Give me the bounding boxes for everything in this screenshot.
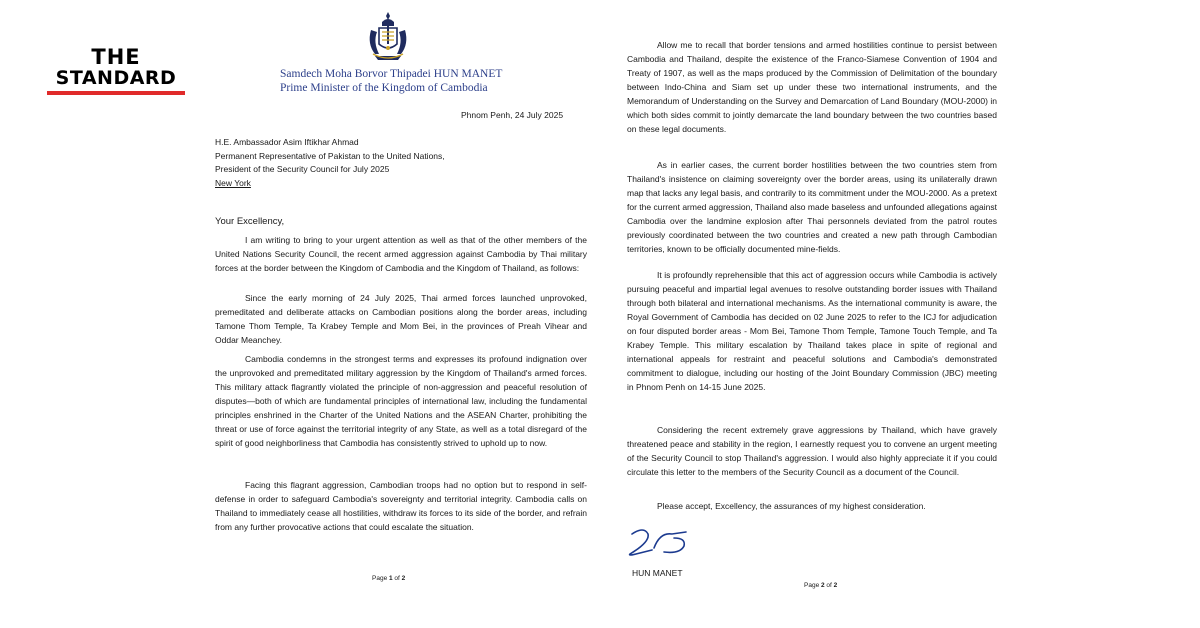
recipient-position: Permanent Representative of Pakistan to the United Nations,	[215, 150, 445, 161]
page-prefix: Page	[372, 575, 389, 582]
paragraph: Cambodia condemns in the strongest terms and expresses its profound indignation over the unprovoked and premeditated military aggression by the Kingdom of Thailand's armed forces. This military attack flagrantly violated the principle of non-aggression and peaceful resolution of disputes—both of which are fundamental principles of international law, including the fundamental principles enshrined in the Charter of the United Nations and the ASEAN Charter, prohibiting the threat or use of force against the territorial integrity of any State, as well as a total disregard of the spirit of good neighborliness that Cambodia has consistently strived to uphold up to now.	[215, 354, 587, 448]
recipient-address	[215, 136, 445, 190]
paragraph: Allow me to recall that border tensions and armed hostilities continue to persist between Cambodia and Thailand, despite the existence of the Franco-Siamese Convention of 1904 and Treaty of 1907, as well as the maps produced by the Commission of Delimitation of the boundary between Indo-China and Siam set up under these two international instruments, and the Memorandum of Understanding on the Survey and Demarcation of Land Boundary (MOU-2000) in which both sides commit to jointly demarcate the land boundary between the two countries based on these legal documents.	[627, 40, 997, 134]
paragraph: I am writing to bring to your urgent attention as well as that of the other members of the United Nations Security Council, the recent armed aggression against Cambodia by Thai military forces at the border between the Kingdom of Cambodia and the Kingdom of Thailand, as follows:	[215, 235, 587, 273]
salutation: Your Excellency,	[215, 216, 285, 227]
page1-para4	[215, 478, 587, 534]
page-prefix: Page	[804, 582, 821, 589]
page1-para3	[215, 352, 587, 450]
the-standard-logo	[47, 47, 185, 95]
page-number	[804, 582, 837, 589]
logo-line-standard: STANDARD	[55, 67, 177, 89]
paragraph: Please accept, Excellency, the assurances of my highest consideration.	[657, 501, 926, 511]
page1-para2	[215, 291, 587, 347]
letterhead-name: Samdech Moha Borvor Thipadei HUN MANET	[280, 68, 503, 80]
page2-para4	[627, 423, 997, 479]
page-current: 2	[821, 582, 825, 589]
paragraph: Facing this flagrant aggression, Cambodian troops had no option but to respond in self-defense in order to safeguard Cambodia's sovereignty and territorial integrity. Cambodia calls on Thailand to immediately cease all hostilities, withdraw its forces to its side of the border, and refrain from any further provocative actions that could escalate the situation.	[215, 480, 587, 532]
page2-para3	[627, 268, 997, 394]
signature-icon	[626, 524, 706, 560]
recipient-city: New York	[215, 177, 251, 188]
page2-para1	[627, 38, 997, 136]
logo-underline-bar	[47, 91, 185, 95]
paragraph: Considering the recent extremely grave aggressions by Thailand, which have gravely threatened peace and stability in the region, I earnestly request you to convene an urgent meeting of the Security Council to stop Thailand's aggression. I would also highly appreciate it if you could circulate this letter to the members of the Security Council as a document of the Council.	[627, 425, 997, 477]
recipient-role: President of the Security Council for July 2025	[215, 164, 390, 174]
page-number	[372, 575, 405, 582]
logo-line-the: THE	[91, 45, 141, 69]
recipient-name: H.E. Ambassador Asim Iftikhar Ahmad	[215, 137, 359, 147]
letterhead-title: Prime Minister of the Kingdom of Cambodia	[280, 82, 488, 94]
page-of: of	[392, 575, 402, 582]
letter-page-2	[610, 0, 1030, 628]
letter-date: Phnom Penh, 24 July 2025	[461, 110, 564, 120]
page1-para1	[215, 233, 587, 275]
page-current: 1	[389, 575, 393, 582]
paragraph: Since the early morning of 24 July 2025, Thai armed forces launched unprovoked, premeditated and deliberate attacks on Cambodian positions along the border areas, including Tamone Thom Temple, Ta Krabey Temple and Mom Bei, in the provinces of Preah Vihear and Oddar Meanchey.	[215, 293, 587, 345]
paragraph: It is profoundly reprehensible that this act of aggression occurs while Cambodia is actively pursuing peaceful and impartial legal avenues to resolve outstanding border issues with Thailand through both bilateral and international mechanisms. As the international community is aware, the Royal Government of Cambodia has decided on 02 June 2025 to refer to the ICJ for adjudication on four disputed border areas - Mom Bei, Tamone Thom Temple, Tamone Touch Temple, and Ta Krabey Temple. This military escalation by Thailand takes place in spite of regional and international appeals for restraint and peaceful solutions and Cambodia's demonstrated commitment to dialogue, including our hosting of the Joint Boundary Commission (JBC) meeting in Phnom Penh on 14-15 June 2025.	[627, 270, 997, 392]
page2-para5	[627, 499, 997, 513]
signatory-name: HUN MANET	[632, 568, 683, 578]
paragraph: As in earlier cases, the current border hostilities between the two countries stem from Thailand's insistence on claiming sovereignty over the border areas, using its unilaterally drawn map that lacks any legal basis, and contrarily to its commitment under the MOU-2000. As a pretext for the current armed aggression, Thailand also made baseless and unfounded allegations against Cambodia over the landmine explosion after Thai personnels deviated from the patrol routes previously coordinated between the two countries and created a new path through Cambodian territories, known to be officially documented mine-fields.	[627, 160, 997, 254]
royal-coat-of-arms-icon	[365, 10, 411, 64]
page-total: 2	[401, 575, 406, 582]
page2-para2	[627, 158, 997, 256]
page-of: of	[824, 582, 834, 589]
page-total: 2	[833, 582, 838, 589]
letter-page-1	[200, 0, 610, 628]
